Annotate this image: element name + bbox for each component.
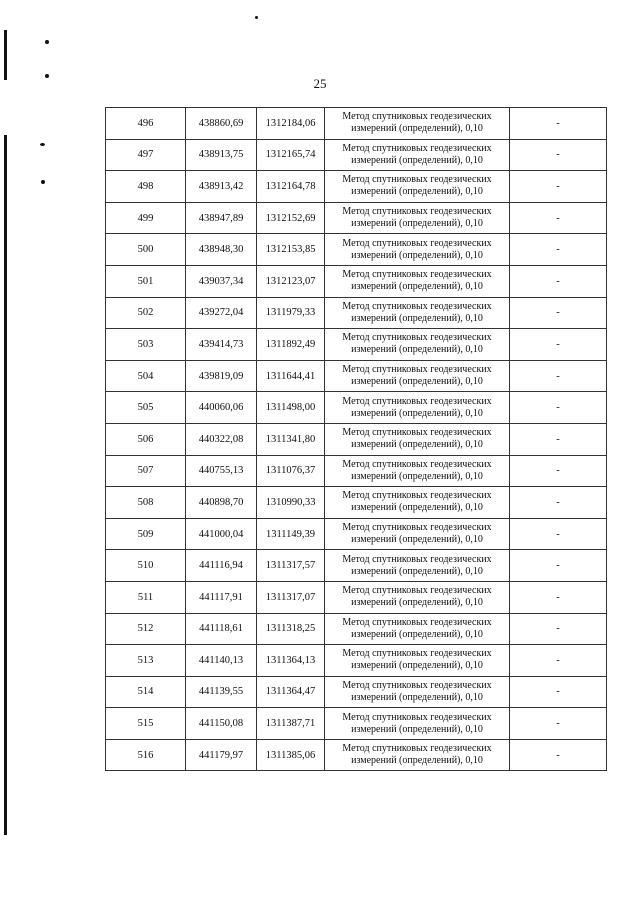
coordinate-x-cell: 439037,34 xyxy=(186,265,257,297)
method-line-2: измерений (определений), 0,10 xyxy=(351,249,483,261)
table-row xyxy=(106,265,607,297)
point-number-cell: 497 xyxy=(106,139,186,171)
coordinates-table-body xyxy=(106,108,607,771)
method-line-1: Метод спутниковых геодезических xyxy=(342,711,492,723)
method-line-1: Метод спутниковых геодезических xyxy=(342,111,492,123)
method-line-2: измерений (определений), 0,10 xyxy=(351,123,483,135)
coordinate-y-cell: 1311498,00 xyxy=(257,392,325,424)
scan-speck xyxy=(255,16,258,19)
method-cell xyxy=(325,234,510,266)
method-line-1: Метод спутниковых геодезических xyxy=(342,269,492,281)
point-number-cell: 498 xyxy=(106,171,186,203)
scan-edge-mark-top xyxy=(4,30,7,80)
coordinate-y-cell: 1312165,74 xyxy=(257,139,325,171)
method-line-1: Метод спутниковых геодезических xyxy=(342,648,492,660)
method-line-2: измерений (определений), 0,10 xyxy=(351,470,483,482)
table-row xyxy=(106,581,607,613)
point-number-cell: 515 xyxy=(106,708,186,740)
method-line-1: Метод спутниковых геодезических xyxy=(342,237,492,249)
method-cell xyxy=(325,202,510,234)
table-row xyxy=(106,360,607,392)
note-cell: - xyxy=(510,423,607,455)
point-number-cell: 505 xyxy=(106,392,186,424)
method-cell xyxy=(325,108,510,140)
scan-speck xyxy=(40,143,45,146)
method-line-1: Метод спутниковых геодезических xyxy=(342,553,492,565)
coordinate-y-cell: 1312153,85 xyxy=(257,234,325,266)
point-number-cell: 510 xyxy=(106,550,186,582)
coordinate-x-cell: 441116,94 xyxy=(186,550,257,582)
coordinate-y-cell: 1312184,06 xyxy=(257,108,325,140)
note-cell: - xyxy=(510,392,607,424)
method-line-1: Метод спутниковых геодезических xyxy=(342,395,492,407)
table-row xyxy=(106,392,607,424)
note-cell: - xyxy=(510,360,607,392)
coordinate-x-cell: 441139,55 xyxy=(186,676,257,708)
table-row xyxy=(106,202,607,234)
point-number-cell: 501 xyxy=(106,265,186,297)
method-line-2: измерений (определений), 0,10 xyxy=(351,691,483,703)
method-line-2: измерений (определений), 0,10 xyxy=(351,502,483,514)
coordinate-x-cell: 438913,75 xyxy=(186,139,257,171)
method-cell xyxy=(325,708,510,740)
method-cell xyxy=(325,392,510,424)
coordinate-x-cell: 441150,08 xyxy=(186,708,257,740)
method-cell xyxy=(325,297,510,329)
note-cell: - xyxy=(510,455,607,487)
method-line-1: Метод спутниковых геодезических xyxy=(342,616,492,628)
method-line-1: Метод спутниковых геодезических xyxy=(342,585,492,597)
coordinate-x-cell: 439272,04 xyxy=(186,297,257,329)
coordinate-y-cell: 1311644,41 xyxy=(257,360,325,392)
method-line-1: Метод спутниковых геодезических xyxy=(342,679,492,691)
coordinate-y-cell: 1310990,33 xyxy=(257,487,325,519)
method-cell xyxy=(325,645,510,677)
scan-edge-mark-bottom xyxy=(4,135,7,835)
coordinates-table xyxy=(105,107,607,771)
coordinate-x-cell: 440755,13 xyxy=(186,455,257,487)
method-cell xyxy=(325,518,510,550)
note-cell: - xyxy=(510,171,607,203)
scan-speck xyxy=(41,180,45,184)
method-cell xyxy=(325,265,510,297)
table-row xyxy=(106,423,607,455)
point-number-cell: 496 xyxy=(106,108,186,140)
table-row xyxy=(106,108,607,140)
note-cell: - xyxy=(510,550,607,582)
note-cell: - xyxy=(510,297,607,329)
table-row xyxy=(106,139,607,171)
method-line-1: Метод спутниковых геодезических xyxy=(342,522,492,534)
note-cell: - xyxy=(510,329,607,361)
method-line-2: измерений (определений), 0,10 xyxy=(351,439,483,451)
method-cell xyxy=(325,360,510,392)
coordinate-y-cell: 1312123,07 xyxy=(257,265,325,297)
point-number-cell: 507 xyxy=(106,455,186,487)
method-line-2: измерений (определений), 0,10 xyxy=(351,565,483,577)
table-row xyxy=(106,171,607,203)
method-cell xyxy=(325,455,510,487)
note-cell: - xyxy=(510,139,607,171)
table-row xyxy=(106,676,607,708)
coordinate-x-cell: 438860,69 xyxy=(186,108,257,140)
method-line-1: Метод спутниковых геодезических xyxy=(342,142,492,154)
note-cell: - xyxy=(510,518,607,550)
scan-speck xyxy=(45,40,49,44)
coordinate-x-cell: 440322,08 xyxy=(186,423,257,455)
point-number-cell: 516 xyxy=(106,739,186,771)
coordinate-y-cell: 1311364,13 xyxy=(257,645,325,677)
coordinate-x-cell: 439414,73 xyxy=(186,329,257,361)
note-cell: - xyxy=(510,613,607,645)
point-number-cell: 499 xyxy=(106,202,186,234)
coordinate-y-cell: 1311387,71 xyxy=(257,708,325,740)
method-line-1: Метод спутниковых геодезических xyxy=(342,490,492,502)
note-cell: - xyxy=(510,265,607,297)
method-cell xyxy=(325,739,510,771)
method-line-2: измерений (определений), 0,10 xyxy=(351,407,483,419)
table-row xyxy=(106,708,607,740)
method-line-1: Метод спутниковых геодезических xyxy=(342,174,492,186)
point-number-cell: 502 xyxy=(106,297,186,329)
coordinate-y-cell: 1311318,25 xyxy=(257,613,325,645)
point-number-cell: 504 xyxy=(106,360,186,392)
method-cell xyxy=(325,550,510,582)
method-cell xyxy=(325,613,510,645)
note-cell: - xyxy=(510,581,607,613)
method-line-1: Метод спутниковых геодезических xyxy=(342,364,492,376)
coordinate-x-cell: 438948,30 xyxy=(186,234,257,266)
table-row xyxy=(106,645,607,677)
method-line-2: измерений (определений), 0,10 xyxy=(351,376,483,388)
method-line-2: измерений (определений), 0,10 xyxy=(351,534,483,546)
coordinate-y-cell: 1311076,37 xyxy=(257,455,325,487)
method-line-2: измерений (определений), 0,10 xyxy=(351,660,483,672)
coordinate-x-cell: 441117,91 xyxy=(186,581,257,613)
table-row xyxy=(106,455,607,487)
coordinate-x-cell: 441000,04 xyxy=(186,518,257,550)
method-cell xyxy=(325,676,510,708)
coordinate-x-cell: 441179,97 xyxy=(186,739,257,771)
coordinate-y-cell: 1312152,69 xyxy=(257,202,325,234)
page-number: 25 xyxy=(313,76,327,91)
table-row xyxy=(106,487,607,519)
coordinate-y-cell: 1311317,57 xyxy=(257,550,325,582)
coordinate-x-cell: 439819,09 xyxy=(186,360,257,392)
coordinate-x-cell: 440060,06 xyxy=(186,392,257,424)
point-number-cell: 512 xyxy=(106,613,186,645)
point-number-cell: 509 xyxy=(106,518,186,550)
point-number-cell: 500 xyxy=(106,234,186,266)
method-line-1: Метод спутниковых геодезических xyxy=(342,458,492,470)
method-cell xyxy=(325,329,510,361)
coordinate-y-cell: 1311892,49 xyxy=(257,329,325,361)
note-cell: - xyxy=(510,645,607,677)
method-cell xyxy=(325,171,510,203)
method-line-2: измерений (определений), 0,10 xyxy=(351,597,483,609)
method-line-1: Метод спутниковых геодезических xyxy=(342,300,492,312)
table-row xyxy=(106,518,607,550)
point-number-cell: 508 xyxy=(106,487,186,519)
method-line-1: Метод спутниковых геодезических xyxy=(342,206,492,218)
coordinate-y-cell: 1311979,33 xyxy=(257,297,325,329)
method-line-2: измерений (определений), 0,10 xyxy=(351,186,483,198)
coordinate-x-cell: 440898,70 xyxy=(186,487,257,519)
point-number-cell: 513 xyxy=(106,645,186,677)
note-cell: - xyxy=(510,739,607,771)
coordinate-x-cell: 441118,61 xyxy=(186,613,257,645)
point-number-cell: 511 xyxy=(106,581,186,613)
method-line-2: измерений (определений), 0,10 xyxy=(351,312,483,324)
coordinate-y-cell: 1311149,39 xyxy=(257,518,325,550)
point-number-cell: 514 xyxy=(106,676,186,708)
coordinate-x-cell: 438913,42 xyxy=(186,171,257,203)
table-row xyxy=(106,329,607,361)
note-cell: - xyxy=(510,234,607,266)
method-line-2: измерений (определений), 0,10 xyxy=(351,218,483,230)
coordinate-y-cell: 1311317,07 xyxy=(257,581,325,613)
note-cell: - xyxy=(510,708,607,740)
coordinate-y-cell: 1311385,06 xyxy=(257,739,325,771)
table-row xyxy=(106,739,607,771)
table-row xyxy=(106,550,607,582)
coordinate-y-cell: 1311341,80 xyxy=(257,423,325,455)
coordinate-y-cell: 1311364,47 xyxy=(257,676,325,708)
point-number-cell: 503 xyxy=(106,329,186,361)
method-line-2: измерений (определений), 0,10 xyxy=(351,723,483,735)
method-line-1: Метод спутниковых геодезических xyxy=(342,743,492,755)
method-line-2: измерений (определений), 0,10 xyxy=(351,281,483,293)
method-line-1: Метод спутниковых геодезических xyxy=(342,427,492,439)
note-cell: - xyxy=(510,676,607,708)
point-number-cell: 506 xyxy=(106,423,186,455)
note-cell: - xyxy=(510,487,607,519)
method-line-2: измерений (определений), 0,10 xyxy=(351,344,483,356)
method-cell xyxy=(325,581,510,613)
note-cell: - xyxy=(510,202,607,234)
coordinate-y-cell: 1312164,78 xyxy=(257,171,325,203)
note-cell: - xyxy=(510,108,607,140)
coordinate-x-cell: 441140,13 xyxy=(186,645,257,677)
method-cell xyxy=(325,487,510,519)
table-row xyxy=(106,234,607,266)
table-row xyxy=(106,613,607,645)
method-cell xyxy=(325,423,510,455)
coordinate-x-cell: 438947,89 xyxy=(186,202,257,234)
method-line-2: измерений (определений), 0,10 xyxy=(351,628,483,640)
method-line-2: измерений (определений), 0,10 xyxy=(351,154,483,166)
method-line-2: измерений (определений), 0,10 xyxy=(351,755,483,767)
table-row xyxy=(106,297,607,329)
method-cell xyxy=(325,139,510,171)
method-line-1: Метод спутниковых геодезических xyxy=(342,332,492,344)
